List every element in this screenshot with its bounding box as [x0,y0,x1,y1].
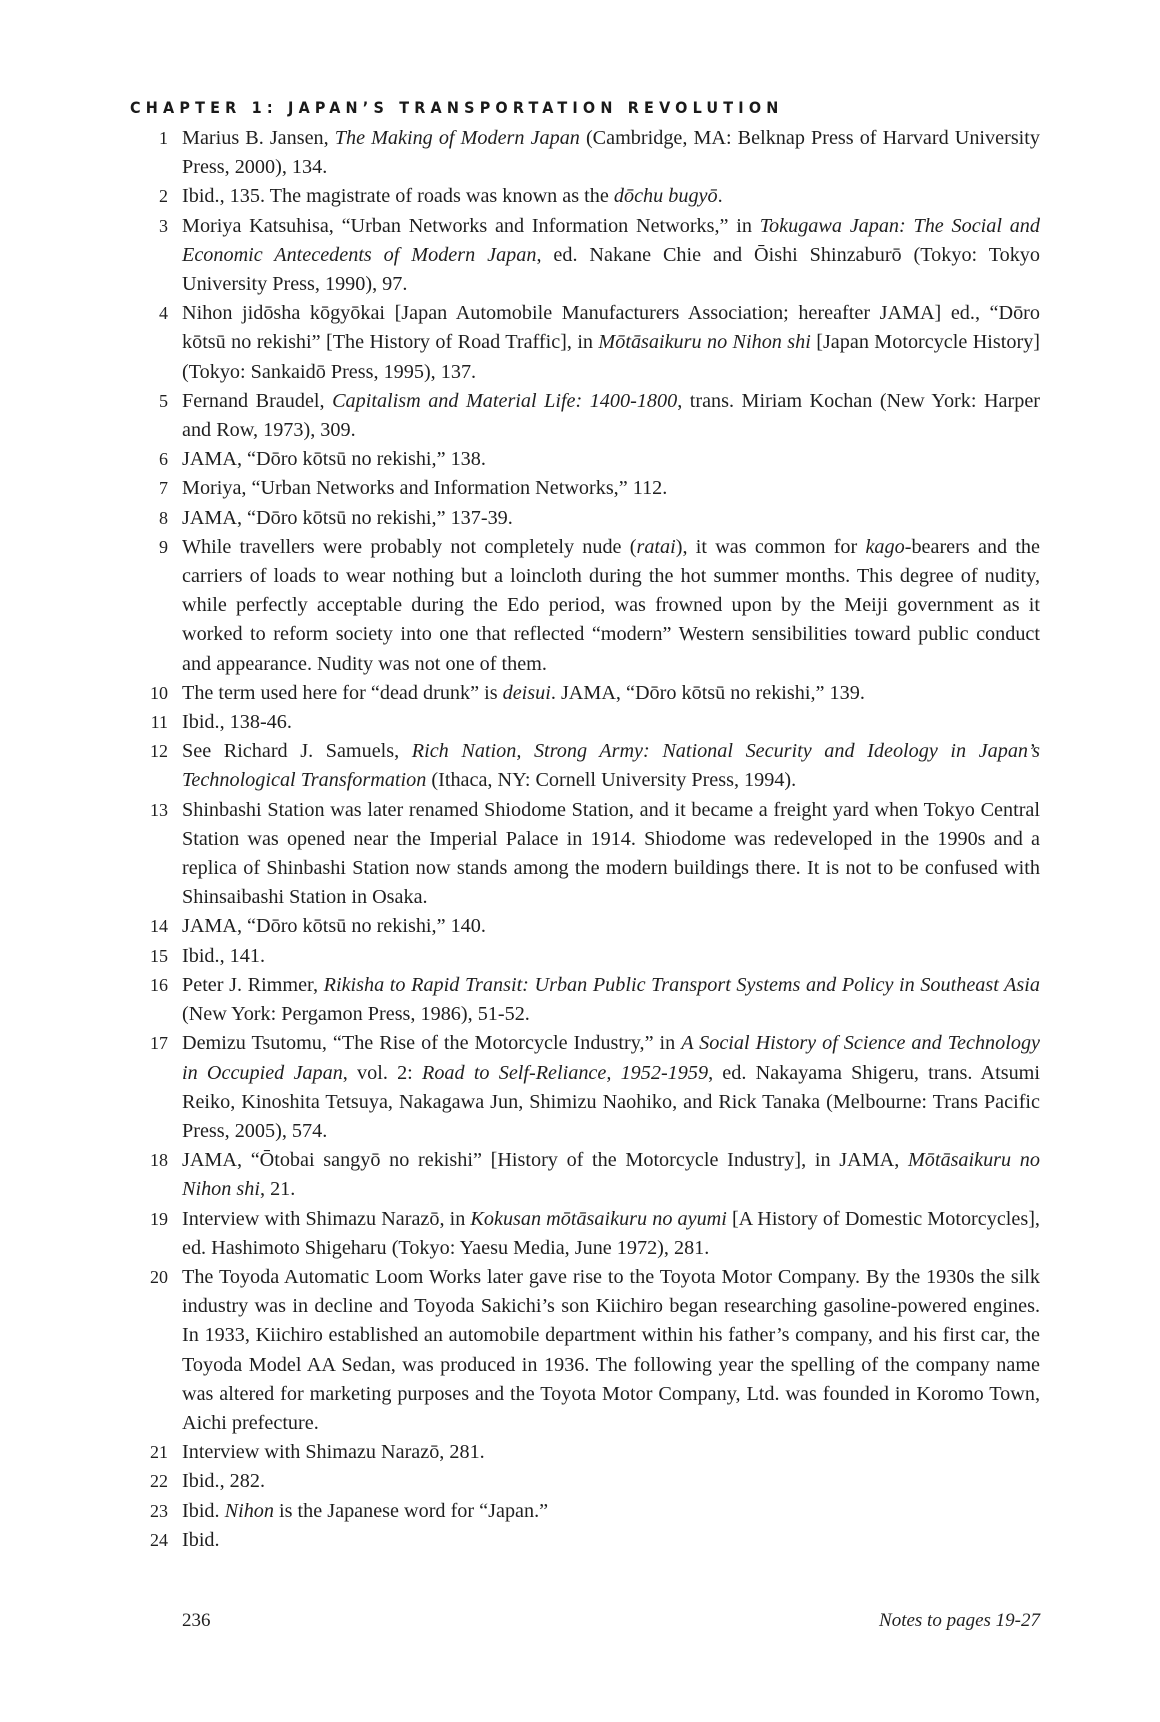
italic-title: Road to Self-Reliance, 1952-1959 [422,1061,709,1084]
text-segment: JAMA, “Dōro kōtsū no rekishi,” 137-39. [182,506,513,529]
endnote-number: 14 [150,916,168,937]
italic-title: Rich Nation, Strong Army: National Security and Ideology in Japan’s Technological Transformation [182,740,1040,792]
endnote-number: 24 [150,1529,168,1550]
endnote-text [182,215,1040,295]
chapter-heading: CHAPTER 1: JAPAN’S TRANSPORTATION REVOLUTION [130,98,784,117]
text-segment: Moriya Katsuhisa, “Urban Networks and Information Networks,” in [182,214,760,237]
text-segment: While travellers were probably not completely nude ( [182,535,637,558]
text-segment: Interview with Shimazu Narazō, 281. [182,1441,485,1464]
text-segment: Interview with Shimazu Narazō, in [182,1207,471,1230]
endnote-text [182,302,1040,382]
text-segment: (Ithaca, NY: Cornell University Press, 1994). [426,769,797,792]
text-segment: Peter J. Rimmer, [182,973,324,996]
italic-title: dōchu bugyō [613,185,718,208]
endnote-text [182,185,723,207]
endnote-number: 15 [150,945,168,966]
endnote-text [182,477,667,499]
endnote-number: 18 [150,1150,168,1171]
text-segment: , vol. 2: [342,1061,422,1084]
text-segment: , ed. Nakayama Shigeru, trans. Atsumi Reiko, Kinoshita Tetsuya, Nakagawa Jun, Shimizu Naohiko, and Rick Tanaka (Melbourne: Trans Pacific Press, 2005), 574. [182,1061,1040,1142]
endnote-text [182,1441,485,1463]
endnote-text [182,711,292,733]
endnote-number: 22 [150,1471,168,1492]
endnote-text [182,1032,1040,1142]
text-segment: The term used here for “dead drunk” is [182,681,503,704]
endnote-item [140,533,1040,679]
italic-title: deisui [502,681,551,704]
text-segment: Ibid. [182,1528,220,1551]
endnote-number: 10 [150,682,168,703]
endnote-item [140,1467,1040,1496]
text-segment: Ibid., 141. [182,944,265,967]
endnote-text [182,536,1040,675]
endnote-item [140,679,1040,708]
endnote-text [182,1208,1040,1259]
endnote-number: 3 [159,215,168,236]
endnote-number: 11 [150,712,168,733]
text-segment: Demizu Tsutomu, “The Rise of the Motorcycle Industry,” in [182,1032,682,1055]
text-segment: JAMA, “Dōro kōtsū no rekishi,” 138. [182,448,486,471]
text-segment: Ibid., 138-46. [182,711,292,734]
endnote-text [182,915,486,937]
endnote-number: 23 [150,1500,168,1521]
endnote-text [182,1470,265,1492]
text-segment: Marius B. Jansen, [182,127,335,149]
text-segment: See Richard J. Samuels, [182,740,412,763]
endnote-item [140,737,1040,795]
endnote-item [140,445,1040,474]
text-segment: is the Japanese word for “Japan.” [273,1499,549,1522]
italic-title: Mōtāsaikuru no Nihon shi [182,1149,1040,1201]
endnote-item [140,971,1040,1029]
page-number: 236 [182,1610,211,1631]
endnote-text [182,448,486,470]
italic-title: The Making of Modern Japan [334,127,580,149]
italic-title: A Social History of Science and Technology in Occupied Japan [182,1032,1040,1084]
text-segment: . JAMA, “Dōro kōtsū no rekishi,” 139. [550,681,865,704]
endnote-item [140,1263,1040,1438]
text-segment: -bearers and the carriers of loads to wear nothing but a loincloth during the hot summer months. This degree of nudity, while perfectly acceptable during the Edo period, was frowned upon by the Meiji government as it worked to reform society into one that reflected “modern” Western sensibilities toward public conduct and appearance. Nudity was not one of them. [182,535,1040,675]
endnote-text [182,799,1040,909]
endnote-item [140,387,1040,445]
endnote-text [182,1266,1040,1434]
endnote-number: 7 [159,478,168,499]
italic-title: Nihon [224,1499,274,1522]
endnote-item [140,124,1040,182]
text-segment: JAMA, “Ōtobai sangyō no rekishi” [History of the Motorcycle Industry], in JAMA, [182,1149,908,1172]
endnote-item [140,708,1040,737]
text-segment: , 21. [259,1178,296,1201]
endnote-number: 12 [150,741,168,762]
text-segment: Fernand Braudel, [182,389,333,412]
text-segment: Ibid., 135. The magistrate of roads was known as the [182,185,614,208]
italic-title: Kokusan mōtāsaikuru no ayumi [470,1207,727,1230]
endnote-item [140,1497,1040,1526]
text-segment: [A History of Domestic Motorcycles], ed. Hashimoto Shigeharu (Tokyo: Yaesu Media, June 1972), 281. [182,1207,1040,1259]
endnote-number: 17 [150,1033,168,1054]
endnote-item [140,1205,1040,1263]
endnote-item [140,299,1040,387]
endnote-text [182,945,265,967]
text-segment: ), it was common for [675,535,866,558]
endnote-number: 16 [150,974,168,995]
endnote-item [140,1438,1040,1467]
endnote-number: 1 [159,128,168,148]
text-segment: Ibid., 282. [182,1470,265,1493]
text-segment: (New York: Pergamon Press, 1986), 51-52. [182,1003,530,1026]
endnote-item [140,212,1040,300]
italic-title: Capitalism and Material Life: 1400-1800 [332,389,678,412]
endnote-text [182,1529,220,1551]
endnote-text [182,127,1040,178]
text-segment: [Japan Motorcycle History] (Tokyo: Sankaidō Press, 1995), 137. [182,331,1041,383]
text-segment: Ibid. [182,1499,225,1522]
endnote-text [182,682,865,704]
text-segment: JAMA, “Dōro kōtsū no rekishi,” 140. [182,915,486,938]
text-segment: Shinbashi Station was later renamed Shiodome Station, and it became a freight yard when Tokyo Central Station was opened near the Imperial Palace in 1914. Shiodome was redeveloped in the 1990s and a replica of Shinbashi Station now stands among the modern buildings there. It is not to be confused with Shinsaibashi Station in Osaka. [182,798,1040,909]
text-segment: , trans. Miriam Kochan (New York: Harper and Row, 1973), 309. [182,389,1041,442]
endnote-item [140,912,1040,941]
endnote-number: 13 [150,799,168,820]
endnote-text [182,507,513,529]
running-footer: Notes to pages 19-27 [879,1610,1040,1631]
endnote-number: 20 [150,1266,168,1287]
text-segment: , ed. Nakane Chie and Ōishi Shinzaburō (Tokyo: Tokyo University Press, 1990), 97. [182,243,1040,296]
endnote-number: 5 [159,390,168,411]
endnote-item [140,182,1040,211]
endnote-number: 6 [159,449,168,470]
text-segment: The Toyoda Automatic Loom Works later gave rise to the Toyota Motor Company. By the 1930s the silk industry was in decline and Toyoda Sakichi’s son Kiichiro began researching gasoline-powered engines. In 1933, Kiichiro established an automobile department within his father’s company, and his first car, the Toyoda Model AA Sedan, was produced in 1936. The following year the spelling of the company name was altered for marketing purposes and the Toyota Motor Company, Ltd. was founded in Koromo Town, Aichi prefecture. [182,1265,1040,1434]
endnote-number: 21 [150,1442,168,1463]
endnote-item [140,474,1040,503]
endnote-text [182,740,1040,791]
endnote-item [140,942,1040,971]
endnote-number: 2 [159,186,168,207]
text-segment: Moriya, “Urban Networks and Information Networks,” 112. [182,477,668,500]
endnote-number: 8 [159,507,168,528]
endnote-item [140,504,1040,533]
endnote-item [140,796,1040,913]
text-segment: (Cambridge, MA: Belknap Press of Harvard University Press, 2000), 134. [182,127,1040,179]
endnote-text [182,1149,1040,1200]
endnote-number: 9 [159,536,168,557]
endnote-number: 4 [159,303,168,324]
italic-title: ratai [636,535,676,558]
endnotes-list [140,124,1040,1555]
endnote-text [182,390,1040,441]
endnote-text [182,1500,548,1522]
italic-title: Tokugawa Japan: The Social and Economic Antecedents of Modern Japan [182,214,1040,266]
text-segment: . [717,185,723,208]
endnote-item [140,1146,1040,1204]
italic-title: Mōtāsaikuru no Nihon shi [598,331,811,354]
endnote-item [140,1029,1040,1146]
italic-title: kago [865,535,905,558]
endnote-text [182,974,1040,1025]
endnote-number: 19 [150,1208,168,1229]
italic-title: Rikisha to Rapid Transit: Urban Public Transport Systems and Policy in Southeast Asia [323,973,1040,996]
text-segment: Nihon jidōsha kōgyōkai [Japan Automobile Manufacturers Association; hereafter JAMA] ed., “Dōro kōtsū no rekishi” [The History of Road Traffic], in [182,302,1040,354]
endnote-item [140,1526,1040,1555]
